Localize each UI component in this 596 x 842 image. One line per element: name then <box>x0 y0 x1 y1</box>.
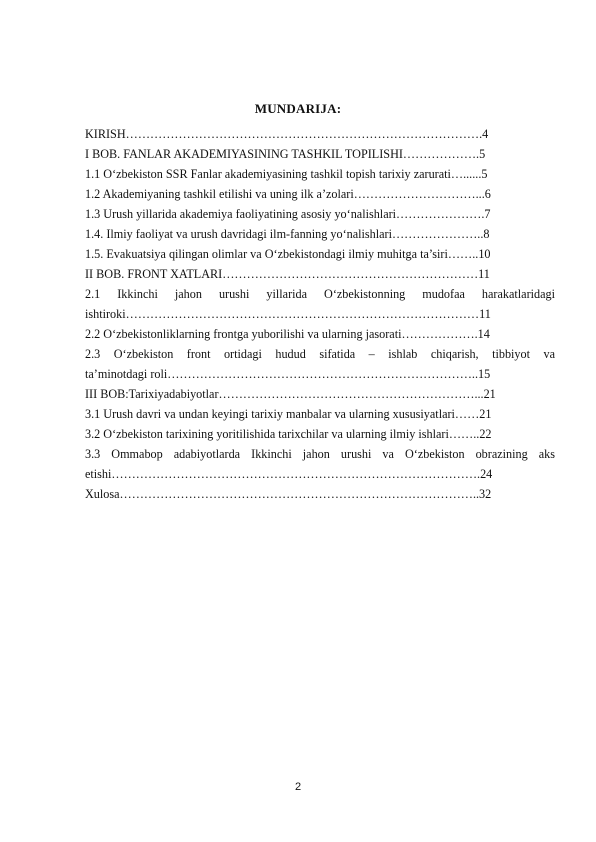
toc-entry-kirish: KIRISH…………………………………………………………………………….4 <box>85 127 489 141</box>
toc-entry-1-2: 1.2 Akademiyaning tashkil etilishi va uning ilk a’zolari…………………………...6 <box>85 187 491 201</box>
toc-entry-1-5: 1.5. Evakuatsiya qilingan olimlar va O‘zbekistondagi ilmiy muhitga ta’siri……..10 <box>85 247 491 261</box>
toc-entry-3-1: 3.1 Urush davri va undan keyingi tarixiy manbalar va ularning xususiyatlari……21 <box>85 407 492 421</box>
page-number: 2 <box>294 781 302 793</box>
page-title: MUNDARIJA: <box>254 101 342 116</box>
toc-entry-1-1: 1.1 O‘zbekiston SSR Fanlar akademiyasining tashkil topish tarixiy zarurati…......5 <box>85 167 488 181</box>
table-of-contents <box>85 124 555 504</box>
toc-entry-2-1-line-2: ishtiroki……………………………………………………………………………11 <box>85 307 491 321</box>
toc-entry-2-1-line-1: 2.1 Ikkinchi jahon urushi yillarida O‘zbekistonning mudofaa harakatlaridagi <box>85 287 555 301</box>
toc-entry-3-3-line-1: 3.3 Ommabop adabiyotlarda Ikkinchi jahon urushi va O‘zbekiston obrazining aks <box>85 447 555 461</box>
toc-entry-2-3-line-2: ta’minotdagi roli…………………………………………………………………..15 <box>85 367 491 381</box>
toc-entry-bob-1: I BOB. FANLAR AKADEMIYASINING TASHKIL TOPILISHI……………….5 <box>85 147 486 161</box>
toc-entry-3-2: 3.2 O‘zbekiston tarixining yoritilishida tarixchilar va ularning ilmiy ishlari……..22 <box>85 427 492 441</box>
toc-entry-2-3-line-1: 2.3 O‘zbekiston front ortidagi hudud sifatida – ishlab chiqarish, tibbiyot va <box>85 347 555 361</box>
toc-entry-2-2: 2.2 O‘zbekistonliklarning frontga yuborilishi va ularning jasorati……………….14 <box>85 327 490 341</box>
toc-entry-3-3-line-2: etishi……………………………………………………………………………….24 <box>85 467 493 481</box>
toc-entry-bob-2: II BOB. FRONT XATLARI………………………………………………………11 <box>85 267 490 281</box>
toc-entry-1-4: 1.4. Ilmiy faoliyat va urush davridagi ilm-fanning yo‘nalishlari…………………..8 <box>85 227 490 241</box>
toc-entry-bob-3: III BOB:Tarixiyadabiyotlar………………………………………………………...21 <box>85 387 496 401</box>
toc-entry-xulosa: Xulosa……………………………………………………………………………..32 <box>85 487 492 501</box>
toc-entry-1-3: 1.3 Urush yillarida akademiya faoliyatining asosiy yo‘nalishlari………………….7 <box>85 207 491 221</box>
